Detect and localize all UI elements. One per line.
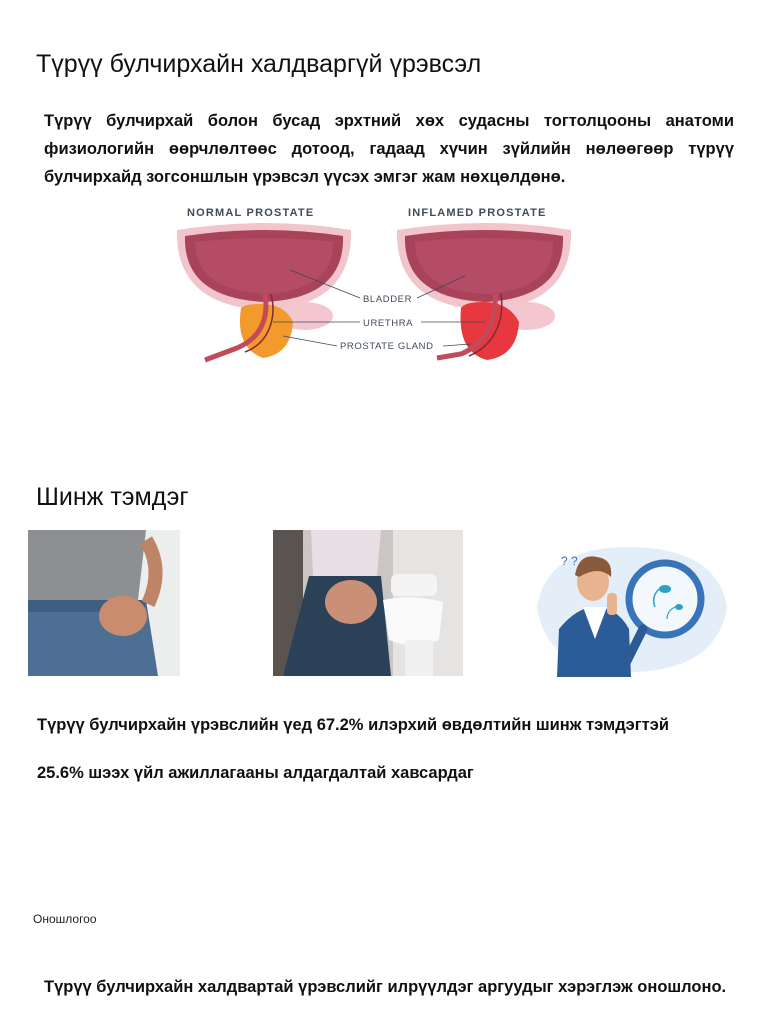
- page-title: Түрүү булчирхайн халдваргүй үрэвсэл: [36, 50, 482, 78]
- intro-paragraph: Түрүү булчирхай болон бусад эрхтний хөх судасны тогтолцооны анатоми физиологийн өөрчлөлтөөс дотоод, гадаад хүчин зүйлийн нөлөөгөөр түрүү булчирхайд зогсоншлын үрэвсэл үүсэх эмгэг жам нөхцөлдөнө.: [44, 112, 734, 186]
- inflamed-prostate-label: INFLAMED PROSTATE: [408, 207, 547, 219]
- symptom-illustration-infertility: [527, 537, 737, 677]
- svg-text:? ?: ? ?: [561, 554, 578, 568]
- symptom-photo-groin-pain: [28, 530, 180, 676]
- symptom-photo-urinary-urge: [273, 530, 463, 676]
- diagnosis-title: Оношлогоо: [33, 912, 97, 926]
- inflamed-prostate-illustration: [397, 223, 571, 360]
- symptoms-stat-1: Түрүү булчирхайн үрэвслийн үед 67.2% илэрхий өвдөлтийн шинж тэмдэгтэй: [37, 716, 670, 734]
- symptoms-stat-2: 25.6% шээх үйл ажиллагааны алдагдалтай хавсардаг: [37, 764, 474, 782]
- normal-prostate-illustration: [177, 223, 351, 360]
- prostate-diagram: [165, 198, 585, 373]
- symptoms-title: Шинж тэмдэг: [36, 483, 189, 511]
- prostate-gland-label: PROSTATE GLAND: [340, 341, 434, 352]
- normal-prostate-label: NORMAL PROSTATE: [187, 207, 315, 219]
- bladder-label: BLADDER: [363, 294, 413, 305]
- urethra-label: URETHRA: [363, 318, 414, 329]
- diagnosis-paragraph: Түрүү булчирхайн халдвартай үрэвслийг илрүүлдэг аргуудыг хэрэглэж оношлоно.: [44, 978, 727, 996]
